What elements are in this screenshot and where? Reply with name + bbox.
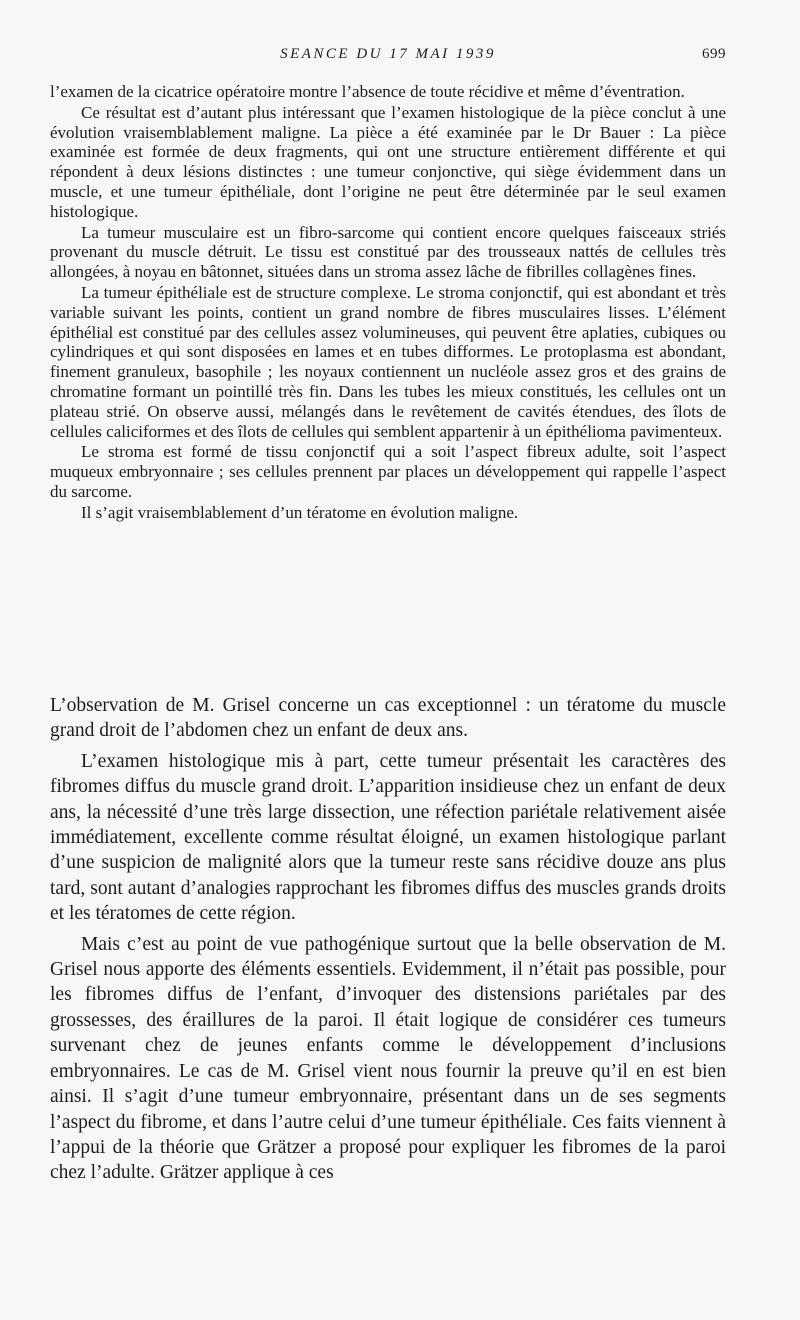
report-paragraph: Ce résultat est d’autant plus intéressant que l’examen histologique de la pièce conclut à une évolution vraisemblablement maligne. La pièce a été examinée par le Dr Bauer : La pièce examinée est formée de deux fragments, qui ont une structure entièrement différente et qui répondent à deux lésions distinctes : une tumeur conjonctive, qui siège évidemment dans un muscle, et une tumeur épithéliale, dont l’origine ne peut être déterminée par le seul examen histologique. — [50, 102, 726, 221]
report-paragraph: La tumeur épithéliale est de structure complexe. Le stroma conjonctif, qui est abondant et très variable suivant les points, contient un grand nombre de fibres musculaires lisses. L’élément épithélial est constitué par des cellules assez volumineuses, qui peuvent être aplaties, cubiques ou cylindriques et qui sont disposées en lames et en tubes difformes. Le protoplasma est abondant, finement granuleux, basophile ; les noyaux contiennent un nucléole assez gros et des grains de chromatine formant un pointillé très fin. Dans les tubes les mieux constitués, les cellules ont un plateau strié. On observe aussi, mélangés dans le revêtement de cavités étendues, des îlots de cellules caliciformes et des îlots de cellules qui semblent appartenir à un épithélioma pavimenteux. — [50, 282, 726, 441]
commentary-paragraph: Mais c’est au point de vue pathogénique surtout que la belle observation de M. Grisel nous apporte des éléments essentiels. Evidemment, il n’était pas possible, pour les fibromes diffus de l’enfant, d’invoquer des distensions pariétales par des grossesses, des éraillures de la paroi. Il était logique de considérer ces tumeurs survenant chez de jeunes enfants comme le développement d’inclusions embryonnaires. Le cas de M. Grisel vient nous fournir la preuve qu’il en est bien ainsi. Il s’agit d’une tumeur embryonnaire, présentant dans un de ses segments l’aspect du fibrome, et dans l’autre celui d’une tumeur épithéliale. Ces faits viennent à l’appui de la théorie que Grätzer a proposé pour expliquer les fibromes de la paroi chez l’adulte. Grätzer applique à ces — [50, 933, 726, 1184]
commentary — [50, 693, 726, 1186]
report-paragraph: l’examen de la cicatrice opératoire montre l’absence de toute récidive et même d’éventration. — [50, 82, 685, 101]
page-number: 699 — [702, 46, 726, 62]
histology-report — [50, 82, 726, 523]
commentary-paragraph: L’examen histologique mis à part, cette tumeur présentait les caractères des fibromes diffus du muscle grand droit. L’apparition insidieuse chez un enfant de deux ans, la nécessité d’une très large dissection, une réfection pariétale relativement aisée immédiatement, excellente comme résultat éloigné, un examen histologique parlant d’une suspicion de malignité alors que la tumeur reste sans récidive douze ans plus tard, sont autant d’analogies rapprochant les fibromes diffus des muscles grands droits et les tératomes de cette région. — [50, 750, 726, 925]
header-title: SEANCE DU 17 MAI 1939 — [280, 46, 496, 62]
report-paragraph: Le stroma est formé de tissu conjonctif qui a soit l’aspect fibreux adulte, soit l’aspect muqueux embryonnaire ; ses cellules prennent par places un développement qui rappelle l’aspect du sarcome. — [50, 442, 726, 501]
report-paragraph: Il s’agit vraisemblablement d’un tératome en évolution maligne. — [81, 502, 519, 522]
commentary-paragraph: L’observation de M. Grisel concerne un cas exceptionnel : un tératome du muscle grand droit de l’abdomen chez un enfant de deux ans. — [50, 695, 726, 742]
running-header — [50, 46, 726, 66]
report-paragraph: La tumeur musculaire est un fibro-sarcome qui contient encore quelques faisceaux striés provenant du muscle détruit. Le tissu est constitué par des trousseaux nattés de cellules très allongées, à noyau en bâtonnet, situées dans un stroma assez lâche de fibrilles collagènes fines. — [50, 222, 726, 282]
